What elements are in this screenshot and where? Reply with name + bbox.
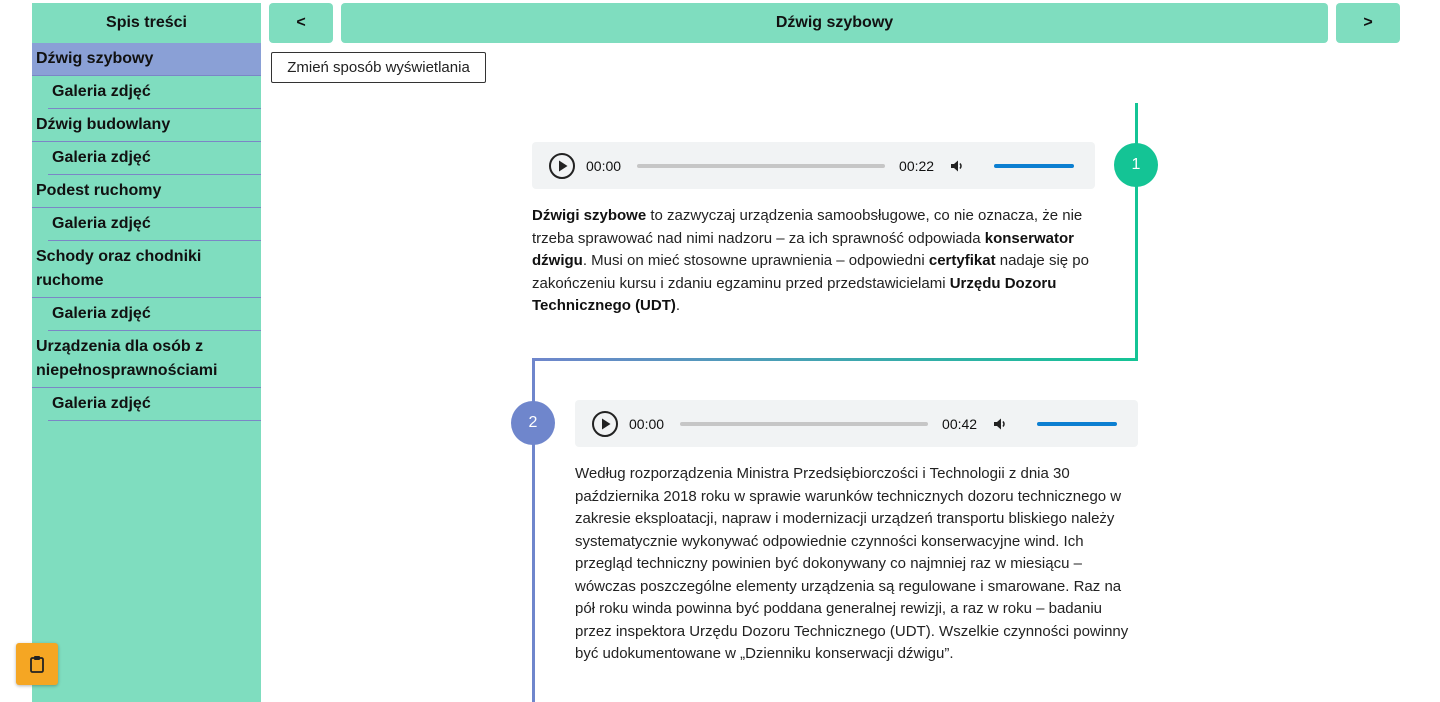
- toc-item-galeria-3[interactable]: Galeria zdjęć: [48, 208, 261, 241]
- toc-item-galeria-4[interactable]: Galeria zdjęć: [48, 298, 261, 331]
- audio-player-2[interactable]: [575, 400, 1138, 447]
- audio-player-1[interactable]: [532, 142, 1095, 189]
- audio-progress-track[interactable]: [680, 422, 928, 426]
- toc-item-galeria-2[interactable]: Galeria zdjęć: [48, 142, 261, 175]
- timeline-line-connector: [532, 358, 1138, 361]
- step-badge-1: 1: [1114, 143, 1158, 187]
- toc-item-podest-ruchomy[interactable]: Podest ruchomy: [32, 175, 261, 208]
- audio-current-time: 00:00: [629, 415, 665, 432]
- audio-current-time: 00:00: [586, 157, 622, 174]
- volume-slider[interactable]: [1037, 422, 1117, 426]
- next-button[interactable]: >: [1336, 3, 1400, 43]
- step-text-1: Dźwigi szybowe to zazwyczaj urządzenia samoobsługowe, co nie oznacza, że nie trzeba sprawować nad nimi nadzoru – za ich sprawność odpowiada konserwator dźwigu. Musi on mieć stosowne uprawnienia – odpowiedni certyfikat nadaje się po zakończeniu kursu i zdaniu egzaminu przed przedstawicielami Urzędu Dozoru Technicznego (UDT).: [532, 207, 1089, 314]
- change-view-button[interactable]: Zmień sposób wyświetlania: [271, 52, 486, 83]
- volume-slider[interactable]: [994, 164, 1074, 168]
- play-icon[interactable]: [548, 152, 576, 180]
- clipboard-icon: [29, 655, 45, 673]
- audio-duration: 00:22: [899, 157, 935, 174]
- toc-item-galeria-5[interactable]: Galeria zdjęć: [48, 388, 261, 421]
- prev-button[interactable]: <: [269, 3, 333, 43]
- volume-icon[interactable]: [948, 157, 966, 175]
- toc-item-dzwig-szybowy[interactable]: Dźwig szybowy: [32, 43, 261, 76]
- toc-item-galeria-1[interactable]: Galeria zdjęć: [48, 76, 261, 109]
- audio-duration: 00:42: [942, 415, 978, 432]
- timeline-line-1-vertical: [1135, 103, 1138, 361]
- clipboard-button[interactable]: [16, 643, 58, 685]
- toc-item-dzwig-budowlany[interactable]: Dźwig budowlany: [32, 109, 261, 142]
- step-text-2: Według rozporządzenia Ministra Przedsiębiorczości i Technologii z dnia 30 października 2018 roku w sprawie warunków technicznych dozoru technicznego w zakresie eksploatacji, napraw i modernizacji urządzeń transportu bliskiego należy systematycznie wykonywać odpowiednie czynności konserwacyjne wind. Ich przegląd techniczny powinien być dokonywany co najmniej raz w miesiącu – wówczas poszczególne elementy urządzenia są regulowane i smarowane. Raz na pół roku winda powinna być poddana generalnej rewizji, a raz w roku – badaniu przez inspektora Urzędu Dozoru Technicznego (UDT). Wszelkie czynności powinny być udokumentowane w „Dzienniku konserwacji dźwigu”.: [575, 465, 1129, 662]
- sidebar: [32, 3, 261, 702]
- step-badge-2: 2: [511, 401, 555, 445]
- toc-item-urzadzenia[interactable]: Urządzenia dla osób z niepełnosprawnościami: [32, 331, 261, 388]
- toc-list: [32, 43, 261, 421]
- play-icon[interactable]: [591, 410, 619, 438]
- audio-progress-track[interactable]: [637, 164, 885, 168]
- toc-item-schody[interactable]: Schody oraz chodniki ruchome: [32, 241, 261, 298]
- page-title: Dźwig szybowy: [341, 3, 1328, 43]
- volume-icon[interactable]: [991, 415, 1009, 433]
- sidebar-title: Spis treści: [106, 14, 187, 31]
